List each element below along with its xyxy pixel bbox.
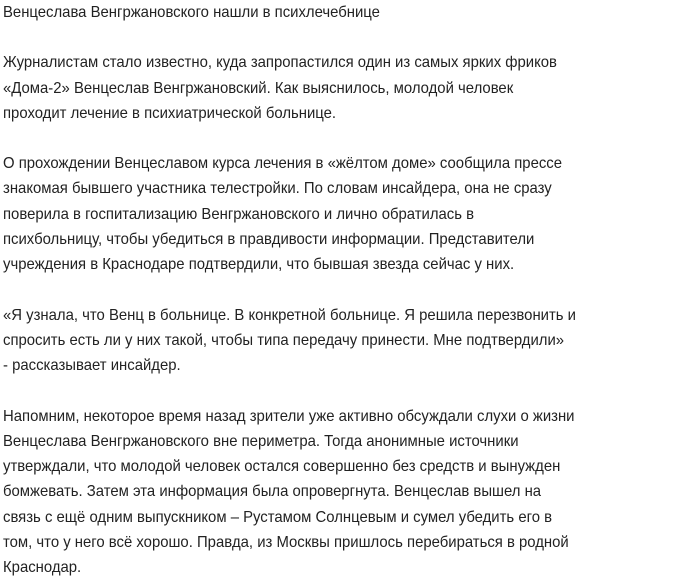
paragraph-line: проходит лечение в психиатрической больнице. (3, 104, 337, 122)
paragraph-line: спросить есть ли у них такой, чтобы типа передачу принести. Мне подтвердили» (3, 331, 565, 349)
paragraph-line: - рассказывает инсайдер. (3, 357, 181, 375)
paragraph-line: том, что у него всё хорошо. Правда, из Москвы пришлось перебираться в родной (3, 534, 569, 552)
paragraph-line: психбольницу, чтобы убедиться в правдивости информации. Представители (3, 231, 535, 249)
paragraph-line: Венцеслава Венгржановского вне периметра. Тогда анонимные источники (3, 432, 519, 450)
paragraph-line: утверждали, что молодой человек остался совершенно без средств и вынужден (3, 458, 561, 476)
article-body (3, 50, 697, 580)
title-text: Венцеслава Венгржановского нашли в психлечебнице (3, 4, 380, 21)
paragraph-line: Краснодар. (3, 559, 82, 577)
paragraph-line: «Дома-2» Венцеслав Венгржановский. Как выяснилось, молодой человек (3, 79, 514, 97)
paragraph-line: Напомним, некоторое время назад зрители уже активно обсуждали слухи о жизни (3, 407, 575, 425)
article-paragraph (3, 404, 697, 581)
paragraph-line: О прохождении Венцеславом курса лечения в «жёлтом доме» сообщила прессе (3, 155, 563, 173)
paragraph-line: связь с ещё одним выпускником – Рустамом Солнцевым и сумел убедить его в (3, 508, 553, 526)
paragraph-line: Журналистам стало известно, куда запропастился один из самых ярких фриков (3, 54, 557, 72)
paragraph-line: поверила в госпитализацию Венгржановского и лично обратилась в (3, 205, 475, 223)
article-paragraph (3, 151, 697, 277)
paragraph-line: бомжевать. Затем эта информация была опровергнута. Венцеслав вышел на (3, 483, 542, 501)
article-paragraph (3, 303, 697, 379)
paragraph-line: учреждения в Краснодаре подтвердили, что бывшая звезда сейчас у них. (3, 256, 515, 274)
paragraph-line: знакомая бывшего участника телестройки. По словам инсайдера, она не сразу (3, 180, 552, 198)
article-title (3, 0, 697, 25)
article-paragraph (3, 50, 697, 126)
paragraph-line: «Я узнала, что Венц в больнице. В конкретной больнице. Я решила перезвонить и (3, 306, 576, 324)
